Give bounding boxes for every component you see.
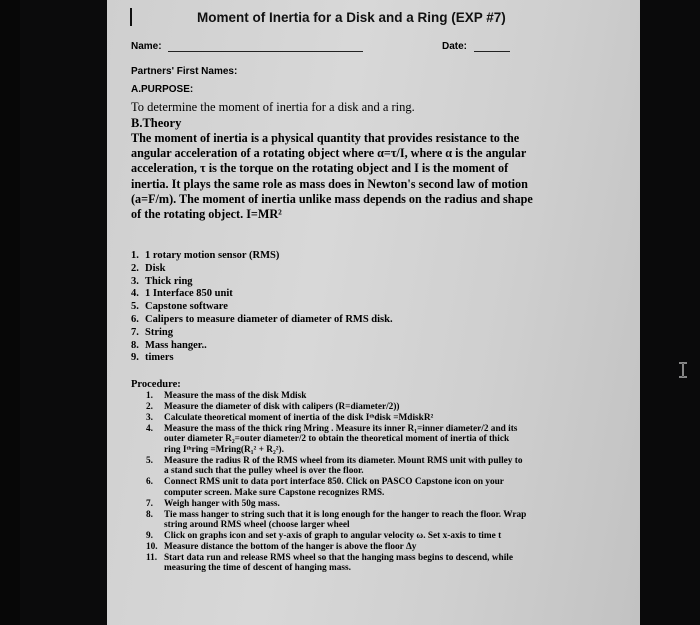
date-label: Date: (442, 41, 468, 52)
procedure-step: 9. Click on graphs icon and set y-axis of graph to angular velocity ω. Set x-axis to time t (146, 531, 502, 542)
text-caret (130, 8, 132, 26)
procedure-list (146, 391, 566, 574)
list-item: 2. Disk (131, 262, 166, 274)
purpose-text: To determine the moment of inertia for a disk and a ring. (131, 100, 415, 114)
screen-bezel-left (0, 0, 20, 625)
theory-heading: B.Theory (131, 116, 182, 130)
text-cursor-icon (676, 362, 690, 378)
theory-line: The moment of inertia is a physical quantity that provides resistance to the (131, 131, 520, 145)
theory-line: of the rotating object. I=MR² (131, 207, 282, 222)
list-item: 9. timers (131, 352, 174, 364)
procedure-heading: Procedure: (131, 379, 181, 390)
procedure-step: 8. Tie mass hanger to string such that it is long enough for the hanger to reach the floor. Wrap string around RMS wheel (choose larger wheel (146, 509, 527, 531)
procedure-step: 6. Connect RMS unit to data port interface 850. Click on PASCO Capstone icon on your computer screen. Make sure Capstone recognizes RMS. (146, 477, 504, 498)
partners-label: Partners' First Names: (131, 66, 238, 77)
list-item: 3. Thick ring (131, 275, 193, 287)
name-field[interactable] (168, 41, 363, 52)
name-row (131, 41, 363, 52)
list-item: 6. Calipers to measure diameter of diameter of RMS disk. (131, 313, 393, 325)
purpose-heading: A.PURPOSE: (131, 84, 194, 95)
procedure-step: 3. Calculate theoretical moment of inertia of the disk Iᵗʰdisk =MdiskR² (146, 413, 434, 423)
list-item: 1. 1 rotary motion sensor (RMS) (131, 250, 280, 261)
list-item: 7. String (131, 326, 174, 338)
procedure-step: 10. Measure distance the bottom of the hanger is above the floor Δy (146, 542, 417, 553)
procedure-step: 1. Measure the mass of the disk Mdisk (146, 391, 307, 401)
list-item: 5. Capstone software (131, 301, 228, 313)
procedure-step: 2. Measure the diameter of disk with calipers (R=diameter/2)) (146, 402, 400, 412)
theory-line: acceleration, τ is the torque on the rotating object and I is the moment of (131, 161, 509, 176)
theory-line: angular acceleration of a rotating object where α=τ/I, where α is the angular (131, 146, 527, 161)
theory-paragraph (131, 131, 571, 222)
partners-row (131, 66, 237, 77)
name-label: Name: (131, 41, 162, 52)
equipment-list (131, 250, 393, 365)
list-item: 4. 1 Interface 850 unit (131, 288, 233, 300)
page-title: Moment of Inertia for a Disk and a Ring (EXP #7) (197, 10, 506, 25)
procedure-step: 4. Measure the mass of the thick ring Mring . Measure its inner R₁=inner diameter/2 and its outer diameter R₂=outer diameter/2 to obtain the theoretical moment of inertia of thick ring Iᵗʰring =Mring(R₁² + R₂²). (146, 424, 518, 455)
theory-line: inertia. It plays the same role as mass does in Newton's second law of motion (131, 176, 528, 191)
procedure-step: 5. Measure the radius R of the RMS wheel from its diameter. Mount RMS unit with pulley to a stand such that the pulley wheel is over the floor. (146, 455, 523, 477)
screen-bezel-right (640, 0, 700, 625)
theory-line: (a=F/m). The moment of inertia unlike mass depends on the radius and shape (131, 191, 533, 206)
date-row (442, 41, 510, 52)
list-item: 8. Mass hanger.. (131, 339, 207, 351)
procedure-step: 11. Start data run and release RMS wheel so that the hanging mass begins to descend, while measuring the time of descent of hanging mass. (146, 553, 513, 574)
procedure-step: 7. Weigh hanger with 50g mass. (146, 498, 280, 509)
date-field[interactable] (474, 41, 510, 52)
